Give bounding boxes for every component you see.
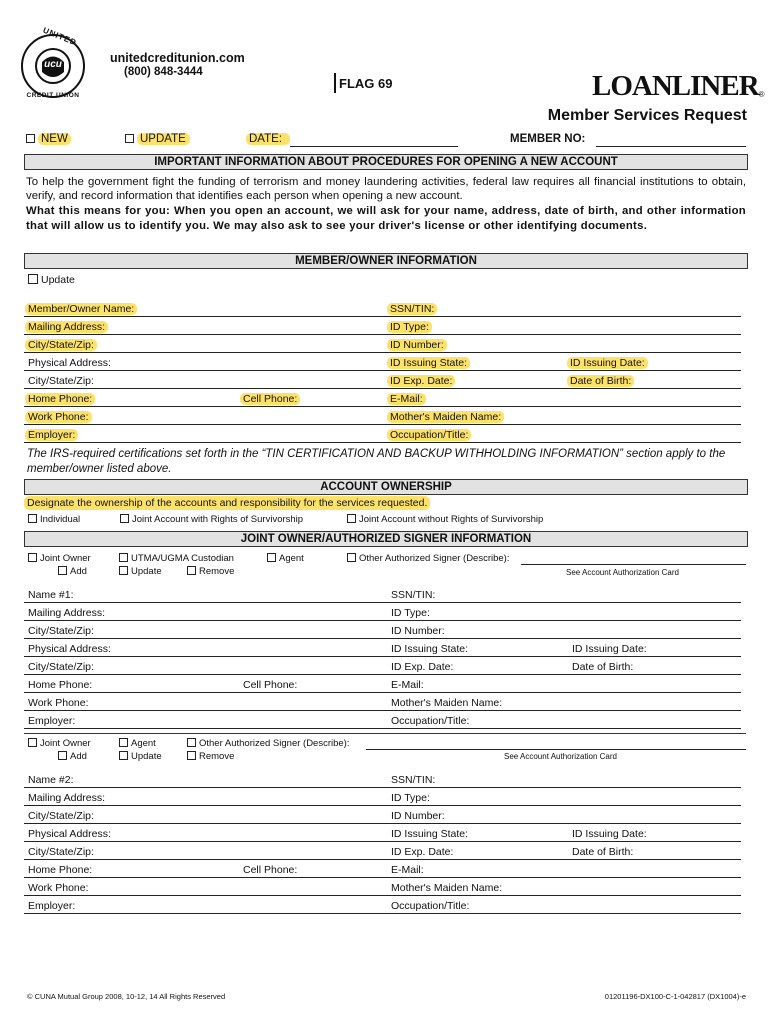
j1-physical-city-label: City/State/Zip: [28,661,94,673]
j1-line-6[interactable] [24,692,741,693]
j2-physical-address-label: Physical Address: [28,828,111,840]
j1-home-phone-label: Home Phone: [28,679,93,691]
j1-line-2[interactable] [24,620,741,621]
j2-line-8[interactable] [24,913,741,914]
form-title: Member Services Request [547,107,747,124]
j2-home-phone-label: Home Phone: [28,864,93,876]
see-card-note-2: See Account Authorization Card [504,752,617,761]
j1-city-state-zip-label: City/State/Zip: [28,625,94,637]
update-label-2: Update [131,751,162,762]
j2-physical-city-label: City/State/Zip: [28,846,94,858]
member-line-4[interactable] [24,370,741,371]
cell-phone-label: Cell Phone: [240,393,300,405]
remove-checkbox-2[interactable] [187,751,196,760]
work-phone-label: Work Phone: [25,411,92,423]
j2-employer-label: Employer: [28,900,76,912]
important-para-2: What this means for you: When you open an account, we will ask for your name, address, date of birth, and other information that will allow us to identify you. We may also ask to see your driver's license or other identifying documents. [26,205,746,232]
id-type-label: ID Type: [387,321,432,333]
joint-with-survivorship-label: Joint Account with Rights of Survivorship [132,514,304,525]
j2-date-of-birth-label: Date of Birth: [572,846,634,858]
flag-divider [334,73,336,93]
member-line-6[interactable] [24,406,741,407]
j1-id-type-label: ID Type: [391,607,430,619]
joint-without-survivorship-label: Joint Account without Rights of Survivorship [359,514,544,525]
j2-work-phone-label: Work Phone: [28,882,89,894]
j2-line-3[interactable] [24,823,741,824]
j1-id-issuing-state-label: ID Issuing State: [391,643,469,655]
other-signer-field-2[interactable] [366,749,746,750]
j2-id-issuing-date-label: ID Issuing Date: [572,828,647,840]
j1-id-number-label: ID Number: [391,625,445,637]
j2-line-7[interactable] [24,895,741,896]
registered-mark: ® [758,90,765,99]
email-label: E-Mail: [387,393,426,405]
block-divider [24,733,746,734]
other-signer-label-1: Other Authorized Signer (Describe): [359,553,510,564]
designate-text: Designate the ownership of the accounts and responsibility for the services requested. [24,496,430,510]
date-of-birth-label: Date of Birth: [567,375,634,387]
home-phone-label: Home Phone: [25,393,95,405]
agent-checkbox-1[interactable] [267,553,276,562]
remove-option-2[interactable] [187,751,234,762]
form-code: 01201196-DX100-C-1-042817 (DX1004)-e [604,992,746,1001]
occupation-title-label: Occupation/Title: [387,429,471,441]
update-checkbox-2[interactable] [119,751,128,760]
see-card-note-1: See Account Authorization Card [566,568,679,577]
joint-owner-label-2: Joint Owner [40,738,91,749]
new-label: NEW [38,133,71,145]
individual-option[interactable] [28,514,80,525]
j1-id-exp-date-label: ID Exp. Date: [391,661,454,673]
j2-mothers-maiden-name-label: Mother's Maiden Name: [391,882,503,894]
j2-occupation-label: Occupation/Title: [391,900,470,912]
logo-monogram: ucu [44,59,62,70]
j1-id-issuing-date-label: ID Issuing Date: [572,643,647,655]
j2-id-type-label: ID Type: [391,792,430,804]
joint-owner-option-2[interactable] [28,738,91,749]
utma-checkbox[interactable] [119,553,128,562]
j1-line-5[interactable] [24,674,741,675]
member-line-3[interactable] [24,352,741,353]
j1-line-4[interactable] [24,656,741,657]
other-signer-checkbox-2[interactable] [187,738,196,747]
update-option-1[interactable] [119,566,162,577]
j2-email-label: E-Mail: [391,864,424,876]
j2-cell-phone-label: Cell Phone: [243,864,298,876]
physical-address-label: Physical Address: [28,357,111,369]
new-checkbox[interactable] [26,134,35,143]
physical-city-state-zip-label: City/State/Zip: [28,375,94,387]
member-line-2[interactable] [24,334,741,335]
id-number-label: ID Number: [387,339,447,351]
j2-line-1[interactable] [24,787,741,788]
id-issuing-date-label: ID Issuing Date: [567,357,648,369]
flag-label: FLAG 69 [339,76,393,91]
individual-checkbox[interactable] [28,514,37,523]
copyright: © CUNA Mutual Group 2008, 10-12, 14 All Rights Reserved [27,992,226,1001]
member-update-checkbox-group[interactable] [28,274,75,286]
ssn-tin-label: SSN/TIN: [387,303,437,315]
other-signer-field-1[interactable] [521,564,746,565]
j2-line-5[interactable] [24,859,741,860]
joint-with-survivorship-checkbox[interactable] [120,514,129,523]
other-signer-option-2[interactable] [187,738,349,749]
update-checkbox-group[interactable] [125,133,190,145]
j1-mailing-address-label: Mailing Address: [28,607,106,619]
j1-occupation-label: Occupation/Title: [391,715,470,727]
j2-city-state-zip-label: City/State/Zip: [28,810,94,822]
agent-label-1: Agent [279,553,304,564]
j2-id-exp-date-label: ID Exp. Date: [391,846,454,858]
add-label-1: Add [70,566,87,577]
remove-checkbox-1[interactable] [187,566,196,575]
add-label-2: Add [70,751,87,762]
j2-line-4[interactable] [24,841,741,842]
loanliner-logo [592,70,765,103]
id-exp-date-label: ID Exp. Date: [387,375,455,387]
update-checkbox[interactable] [125,134,134,143]
j1-email-label: E-Mail: [391,679,424,691]
other-signer-option-1[interactable] [347,553,509,564]
joint-with-survivorship-option[interactable] [120,514,303,525]
agent-label-2: Agent [131,738,156,749]
loanliner-brand: LOANLINER [592,70,759,102]
name-2-label: Name #2: [28,774,74,786]
update-label: UPDATE [137,133,190,145]
j1-cell-phone-label: Cell Phone: [243,679,298,691]
account-ownership-heading: ACCOUNT OWNERSHIP [24,479,748,495]
agent-option-2[interactable] [119,738,156,749]
phone: (800) 848-3444 [124,66,203,78]
j1-line-7[interactable] [24,710,741,711]
j2-line-6[interactable] [24,877,741,878]
j2-line-2[interactable] [24,805,741,806]
mothers-maiden-name-label: Mother's Maiden Name: [387,411,504,423]
other-signer-label-2: Other Authorized Signer (Describe): [199,738,350,749]
j2-ssn-tin-label: SSN/TIN: [391,774,436,786]
other-signer-checkbox-1[interactable] [347,553,356,562]
member-line-7[interactable] [24,424,741,425]
j2-id-issuing-state-label: ID Issuing State: [391,828,469,840]
member-no-field[interactable] [596,146,746,147]
logo-text-bottom: CREDIT UNION [26,92,80,99]
j1-mothers-maiden-name-label: Mother's Maiden Name: [391,697,503,709]
add-checkbox-2[interactable] [58,751,67,760]
add-option-2[interactable] [58,751,87,762]
j2-id-number-label: ID Number: [391,810,445,822]
new-checkbox-group[interactable] [26,133,71,145]
website: unitedcreditunion.com [110,51,245,65]
tin-note: The IRS-required certifications set forth in the “TIN CERTIFICATION AND BACKUP WITHHOLDING INFORMATION” section apply to the member/owner listed above. [27,448,726,475]
agent-checkbox-2[interactable] [119,738,128,747]
member-update-label: Update [41,274,75,286]
member-update-checkbox[interactable] [28,274,38,284]
important-para-1: To help the government fight the funding of terrorism and money laundering activities, federal law requires all financial institutions to obtain, verify, and record information that identifies each person when opening a new account. [26,176,746,202]
mailing-address-label: Mailing Address: [25,321,108,333]
j1-line-3[interactable] [24,638,741,639]
joint-owner-heading: JOINT OWNER/AUTHORIZED SIGNER INFORMATION [24,531,748,547]
j1-employer-label: Employer: [28,715,76,727]
date-field[interactable] [290,146,458,147]
member-line-5[interactable] [24,388,741,389]
joint-without-survivorship-checkbox[interactable] [347,514,356,523]
update-option-2[interactable] [119,751,162,762]
id-issuing-state-label: ID Issuing State: [387,357,470,369]
agent-option-1[interactable] [267,553,304,564]
member-owner-name-label: Member/Owner Name: [25,303,137,315]
j2-mailing-address-label: Mailing Address: [28,792,106,804]
remove-label-2: Remove [199,751,235,762]
update-checkbox-1[interactable] [119,566,128,575]
joint-owner-label-1: Joint Owner [40,553,91,564]
credit-union-logo [20,26,86,106]
employer-label: Employer: [25,429,78,441]
remove-option-1[interactable] [187,566,234,577]
member-no-label: MEMBER NO: [510,133,586,145]
j1-physical-address-label: Physical Address: [28,643,111,655]
joint-owner-option-1[interactable] [28,553,91,564]
j1-line-1[interactable] [24,602,741,603]
add-checkbox-1[interactable] [58,566,67,575]
j1-date-of-birth-label: Date of Birth: [572,661,634,673]
joint-without-survivorship-option[interactable] [347,514,543,525]
joint-owner-checkbox-1[interactable] [28,553,37,562]
individual-label: Individual [40,514,81,525]
remove-label-1: Remove [199,566,235,577]
add-option-1[interactable] [58,566,87,577]
date-label: DATE: [246,133,290,145]
j1-line-8[interactable] [24,728,741,729]
member-line-8[interactable] [24,442,741,443]
utma-option[interactable] [119,553,234,564]
important-info-heading: IMPORTANT INFORMATION ABOUT PROCEDURES FOR OPENING A NEW ACCOUNT [24,154,748,170]
update-label-1: Update [131,566,162,577]
j1-work-phone-label: Work Phone: [28,697,89,709]
joint-owner-checkbox-2[interactable] [28,738,37,747]
utma-label: UTMA/UGMA Custodian [131,553,234,564]
j1-ssn-tin-label: SSN/TIN: [391,589,436,601]
member-line-1[interactable] [24,316,741,317]
member-info-heading: MEMBER/OWNER INFORMATION [24,253,748,269]
name-1-label: Name #1: [28,589,74,601]
logo-text-top: UNITED [41,25,79,48]
city-state-zip-label: City/State/Zip: [25,339,97,351]
